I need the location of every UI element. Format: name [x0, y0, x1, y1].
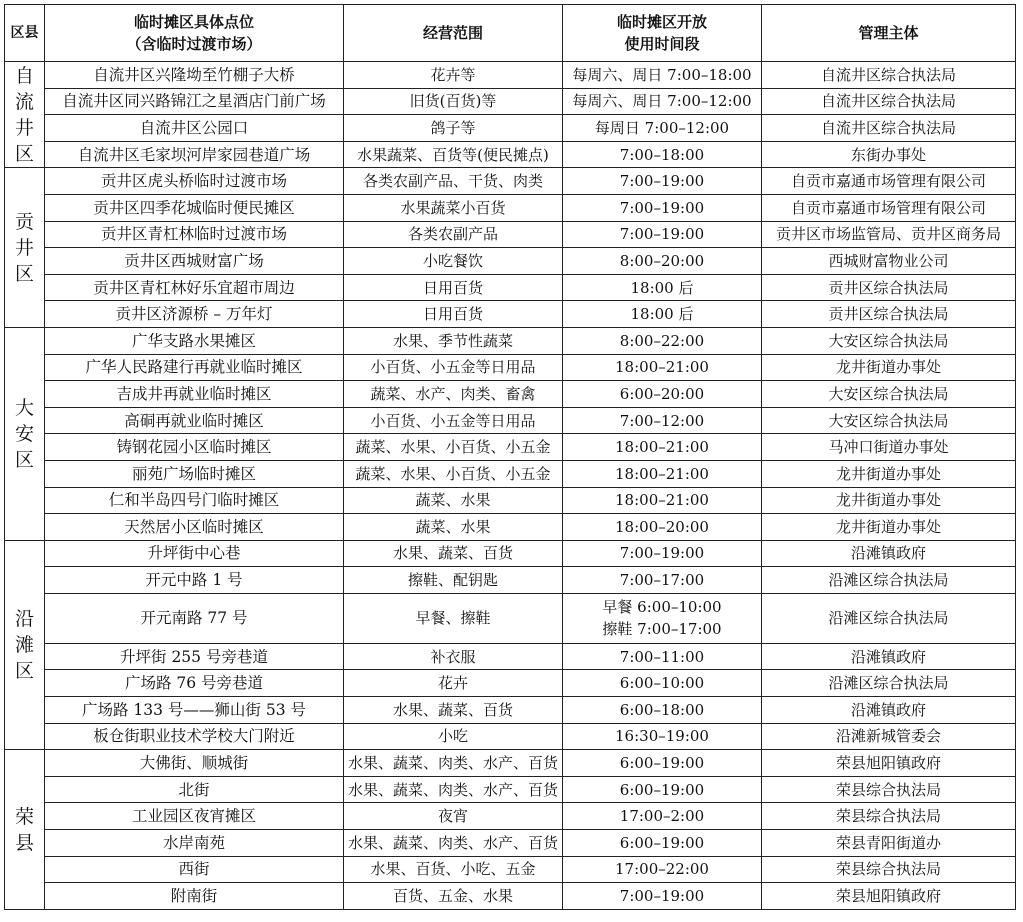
scope-cell: 水果、蔬菜、肉类、水产、百货	[344, 776, 563, 803]
manager-cell: 龙井街道办事处	[762, 354, 1016, 381]
location-cell: 贡井区虎头桥临时过渡市场	[45, 168, 344, 195]
manager-cell: 荣县综合执法局	[762, 803, 1016, 830]
scope-cell: 水果、蔬菜、肉类、水产、百货	[344, 750, 563, 777]
location-cell: 水岸南苑	[45, 830, 344, 857]
table-row	[5, 221, 1016, 248]
scope-cell: 蔬菜、水果	[344, 514, 563, 541]
location-cell: 升坪街中心巷	[45, 540, 344, 567]
table-header	[5, 5, 1016, 62]
hours-cell: 7:00–19:00	[563, 883, 762, 910]
hours-cell: 18:00 后	[563, 301, 762, 328]
hours-cell: 18:00–21:00	[563, 434, 762, 461]
table-row	[5, 750, 1016, 777]
manager-cell: 自流井区综合执法局	[762, 62, 1016, 89]
scope-cell: 水果蔬菜小百货	[344, 194, 563, 221]
district-cell: 沿 滩 区	[5, 540, 45, 750]
scope-cell: 小百货、小五金等日用品	[344, 354, 563, 381]
scope-cell: 水果、百货、小吃、五金	[344, 856, 563, 883]
table-row	[5, 514, 1016, 541]
manager-cell: 龙井街道办事处	[762, 514, 1016, 541]
scope-cell: 补衣服	[344, 643, 563, 670]
manager-cell: 沿滩镇政府	[762, 697, 1016, 724]
table-row	[5, 168, 1016, 195]
hours-cell: 6:00–18:00	[563, 697, 762, 724]
hours-cell: 17:00–2:00	[563, 803, 762, 830]
stall-schedule-table	[4, 4, 1016, 910]
hours-cell: 18:00 后	[563, 274, 762, 301]
scope-cell: 花卉	[344, 670, 563, 697]
header-manager: 管理主体	[762, 5, 1016, 62]
scope-cell: 擦鞋、配钥匙	[344, 567, 563, 594]
location-cell: 高硐再就业临时摊区	[45, 407, 344, 434]
table-row	[5, 460, 1016, 487]
location-cell: 吉成井再就业临时摊区	[45, 381, 344, 408]
location-cell: 开元中路 1 号	[45, 567, 344, 594]
scope-cell: 各类农副产品、干货、肉类	[344, 168, 563, 195]
manager-cell: 贡井区市场监管局、贡井区商务局	[762, 221, 1016, 248]
hours-cell: 18:00–20:00	[563, 514, 762, 541]
location-cell: 贡井区济源桥 – 万年灯	[45, 301, 344, 328]
table-row	[5, 723, 1016, 750]
hours-cell: 早餐 6:00–10:00 擦鞋 7:00–17:00	[563, 593, 762, 643]
district-cell: 大 安 区	[5, 327, 45, 540]
scope-cell: 蔬菜、水果、小百货、小五金	[344, 434, 563, 461]
hours-cell: 17:00–22:00	[563, 856, 762, 883]
location-cell: 附南街	[45, 883, 344, 910]
location-cell: 西街	[45, 856, 344, 883]
manager-cell: 自贡市嘉通市场管理有限公司	[762, 194, 1016, 221]
table-row	[5, 643, 1016, 670]
hours-cell: 7:00–18:00	[563, 141, 762, 168]
location-cell: 升坪街 255 号旁巷道	[45, 643, 344, 670]
header-location: 临时摊区具体点位 （含临时过渡市场）	[45, 5, 344, 62]
manager-cell: 沿滩镇政府	[762, 643, 1016, 670]
scope-cell: 日用百货	[344, 274, 563, 301]
hours-cell: 7:00–17:00	[563, 567, 762, 594]
scope-cell: 蔬菜、水果	[344, 487, 563, 514]
location-cell: 自流井区毛家坝河岸家园巷道广场	[45, 141, 344, 168]
scope-cell: 花卉等	[344, 62, 563, 89]
manager-cell: 荣县旭阳镇政府	[762, 883, 1016, 910]
scope-cell: 小吃餐饮	[344, 248, 563, 275]
table-row	[5, 670, 1016, 697]
location-cell: 贡井区四季花城临时便民摊区	[45, 194, 344, 221]
location-cell: 铸钢花园小区临时摊区	[45, 434, 344, 461]
header-hours: 临时摊区开放 使用时间段	[563, 5, 762, 62]
manager-cell: 大安区综合执法局	[762, 327, 1016, 354]
hours-cell: 每周日 7:00–12:00	[563, 115, 762, 142]
manager-cell: 马冲口街道办事处	[762, 434, 1016, 461]
location-cell: 贡井区西城财富广场	[45, 248, 344, 275]
manager-cell: 荣县旭阳镇政府	[762, 750, 1016, 777]
header-scope: 经营范围	[344, 5, 563, 62]
table-row	[5, 354, 1016, 381]
scope-cell: 鸽子等	[344, 115, 563, 142]
table-row	[5, 88, 1016, 115]
table-row	[5, 327, 1016, 354]
manager-cell: 西城财富物业公司	[762, 248, 1016, 275]
table-row	[5, 248, 1016, 275]
table-row	[5, 567, 1016, 594]
manager-cell: 大安区综合执法局	[762, 381, 1016, 408]
table-row	[5, 830, 1016, 857]
location-cell: 广场路 76 号旁巷道	[45, 670, 344, 697]
table-body	[5, 62, 1016, 910]
manager-cell: 自流井区综合执法局	[762, 88, 1016, 115]
location-cell: 自流井区兴隆坳至竹棚子大桥	[45, 62, 344, 89]
manager-cell: 荣县综合执法局	[762, 856, 1016, 883]
hours-cell: 18:00–21:00	[563, 487, 762, 514]
hours-cell: 每周六、周日 7:00–18:00	[563, 62, 762, 89]
district-cell: 荣 县	[5, 750, 45, 910]
location-cell: 大佛街、顺城街	[45, 750, 344, 777]
location-cell: 板仓街职业技术学校大门附近	[45, 723, 344, 750]
hours-cell: 6:00–20:00	[563, 381, 762, 408]
scope-cell: 水果、蔬菜、肉类、水产、百货	[344, 830, 563, 857]
table-row	[5, 407, 1016, 434]
manager-cell: 龙井街道办事处	[762, 460, 1016, 487]
manager-cell: 沿滩区综合执法局	[762, 670, 1016, 697]
scope-cell: 旧货(百货)等	[344, 88, 563, 115]
hours-cell: 6:00–10:00	[563, 670, 762, 697]
table-row	[5, 274, 1016, 301]
scope-cell: 夜宵	[344, 803, 563, 830]
manager-cell: 自流井区综合执法局	[762, 115, 1016, 142]
location-cell: 广华支路水果摊区	[45, 327, 344, 354]
manager-cell: 沿滩镇政府	[762, 540, 1016, 567]
location-cell: 开元南路 77 号	[45, 593, 344, 643]
location-cell: 工业园区夜宵摊区	[45, 803, 344, 830]
hours-cell: 7:00–19:00	[563, 540, 762, 567]
manager-cell: 沿滩区综合执法局	[762, 593, 1016, 643]
table-row	[5, 803, 1016, 830]
table-row	[5, 883, 1016, 910]
location-cell: 贡井区青杠林好乐宜超市周边	[45, 274, 344, 301]
scope-cell: 蔬菜、水产、肉类、畜禽	[344, 381, 563, 408]
location-cell: 贡井区青杠林临时过渡市场	[45, 221, 344, 248]
manager-cell: 自贡市嘉通市场管理有限公司	[762, 168, 1016, 195]
hours-cell: 6:00–19:00	[563, 830, 762, 857]
scope-cell: 蔬菜、水果、小百货、小五金	[344, 460, 563, 487]
hours-cell: 7:00–19:00	[563, 221, 762, 248]
location-cell: 自流井区公园口	[45, 115, 344, 142]
hours-cell: 16:30–19:00	[563, 723, 762, 750]
manager-cell: 东街办事处	[762, 141, 1016, 168]
hours-cell: 8:00–22:00	[563, 327, 762, 354]
hours-cell: 8:00–20:00	[563, 248, 762, 275]
table-row	[5, 856, 1016, 883]
hours-cell: 7:00–19:00	[563, 168, 762, 195]
scope-cell: 水果、季节性蔬菜	[344, 327, 563, 354]
location-cell: 广场路 133 号——狮山街 53 号	[45, 697, 344, 724]
header-district: 区县	[5, 5, 45, 62]
manager-cell: 荣县综合执法局	[762, 776, 1016, 803]
hours-cell: 7:00–12:00	[563, 407, 762, 434]
location-cell: 广华人民路建行再就业临时摊区	[45, 354, 344, 381]
scope-cell: 百货、五金、水果	[344, 883, 563, 910]
manager-cell: 龙井街道办事处	[762, 487, 1016, 514]
scope-cell: 日用百货	[344, 301, 563, 328]
table-row	[5, 141, 1016, 168]
location-cell: 仁和半岛四号门临时摊区	[45, 487, 344, 514]
scope-cell: 小吃	[344, 723, 563, 750]
manager-cell: 荣县青阳街道办	[762, 830, 1016, 857]
table-row	[5, 487, 1016, 514]
table-row	[5, 194, 1016, 221]
table-row	[5, 301, 1016, 328]
hours-cell: 6:00–19:00	[563, 750, 762, 777]
table-row	[5, 776, 1016, 803]
scope-cell: 水果、蔬菜、百货	[344, 697, 563, 724]
table-row	[5, 593, 1016, 643]
scope-cell: 水果、蔬菜、百货	[344, 540, 563, 567]
district-cell: 贡 井 区	[5, 168, 45, 328]
scope-cell: 水果蔬菜、百货等(便民摊点)	[344, 141, 563, 168]
district-cell: 自 流 井 区	[5, 62, 45, 168]
table-row	[5, 697, 1016, 724]
hours-cell: 7:00–19:00	[563, 194, 762, 221]
hours-cell: 每周六、周日 7:00–12:00	[563, 88, 762, 115]
hours-cell: 18:00–21:00	[563, 354, 762, 381]
location-cell: 丽苑广场临时摊区	[45, 460, 344, 487]
table-row	[5, 62, 1016, 89]
table-row	[5, 540, 1016, 567]
hours-cell: 18:00–21:00	[563, 460, 762, 487]
table-row	[5, 434, 1016, 461]
header-row	[5, 5, 1016, 62]
location-cell: 天然居小区临时摊区	[45, 514, 344, 541]
scope-cell: 小百货、小五金等日用品	[344, 407, 563, 434]
manager-cell: 贡井区综合执法局	[762, 274, 1016, 301]
manager-cell: 沿滩区综合执法局	[762, 567, 1016, 594]
manager-cell: 大安区综合执法局	[762, 407, 1016, 434]
location-cell: 北街	[45, 776, 344, 803]
hours-cell: 7:00–11:00	[563, 643, 762, 670]
manager-cell: 沿滩新城管委会	[762, 723, 1016, 750]
table-row	[5, 381, 1016, 408]
scope-cell: 早餐、擦鞋	[344, 593, 563, 643]
location-cell: 自流井区同兴路锦江之星酒店门前广场	[45, 88, 344, 115]
hours-cell: 6:00–19:00	[563, 776, 762, 803]
table-row	[5, 115, 1016, 142]
manager-cell: 贡井区综合执法局	[762, 301, 1016, 328]
scope-cell: 各类农副产品	[344, 221, 563, 248]
